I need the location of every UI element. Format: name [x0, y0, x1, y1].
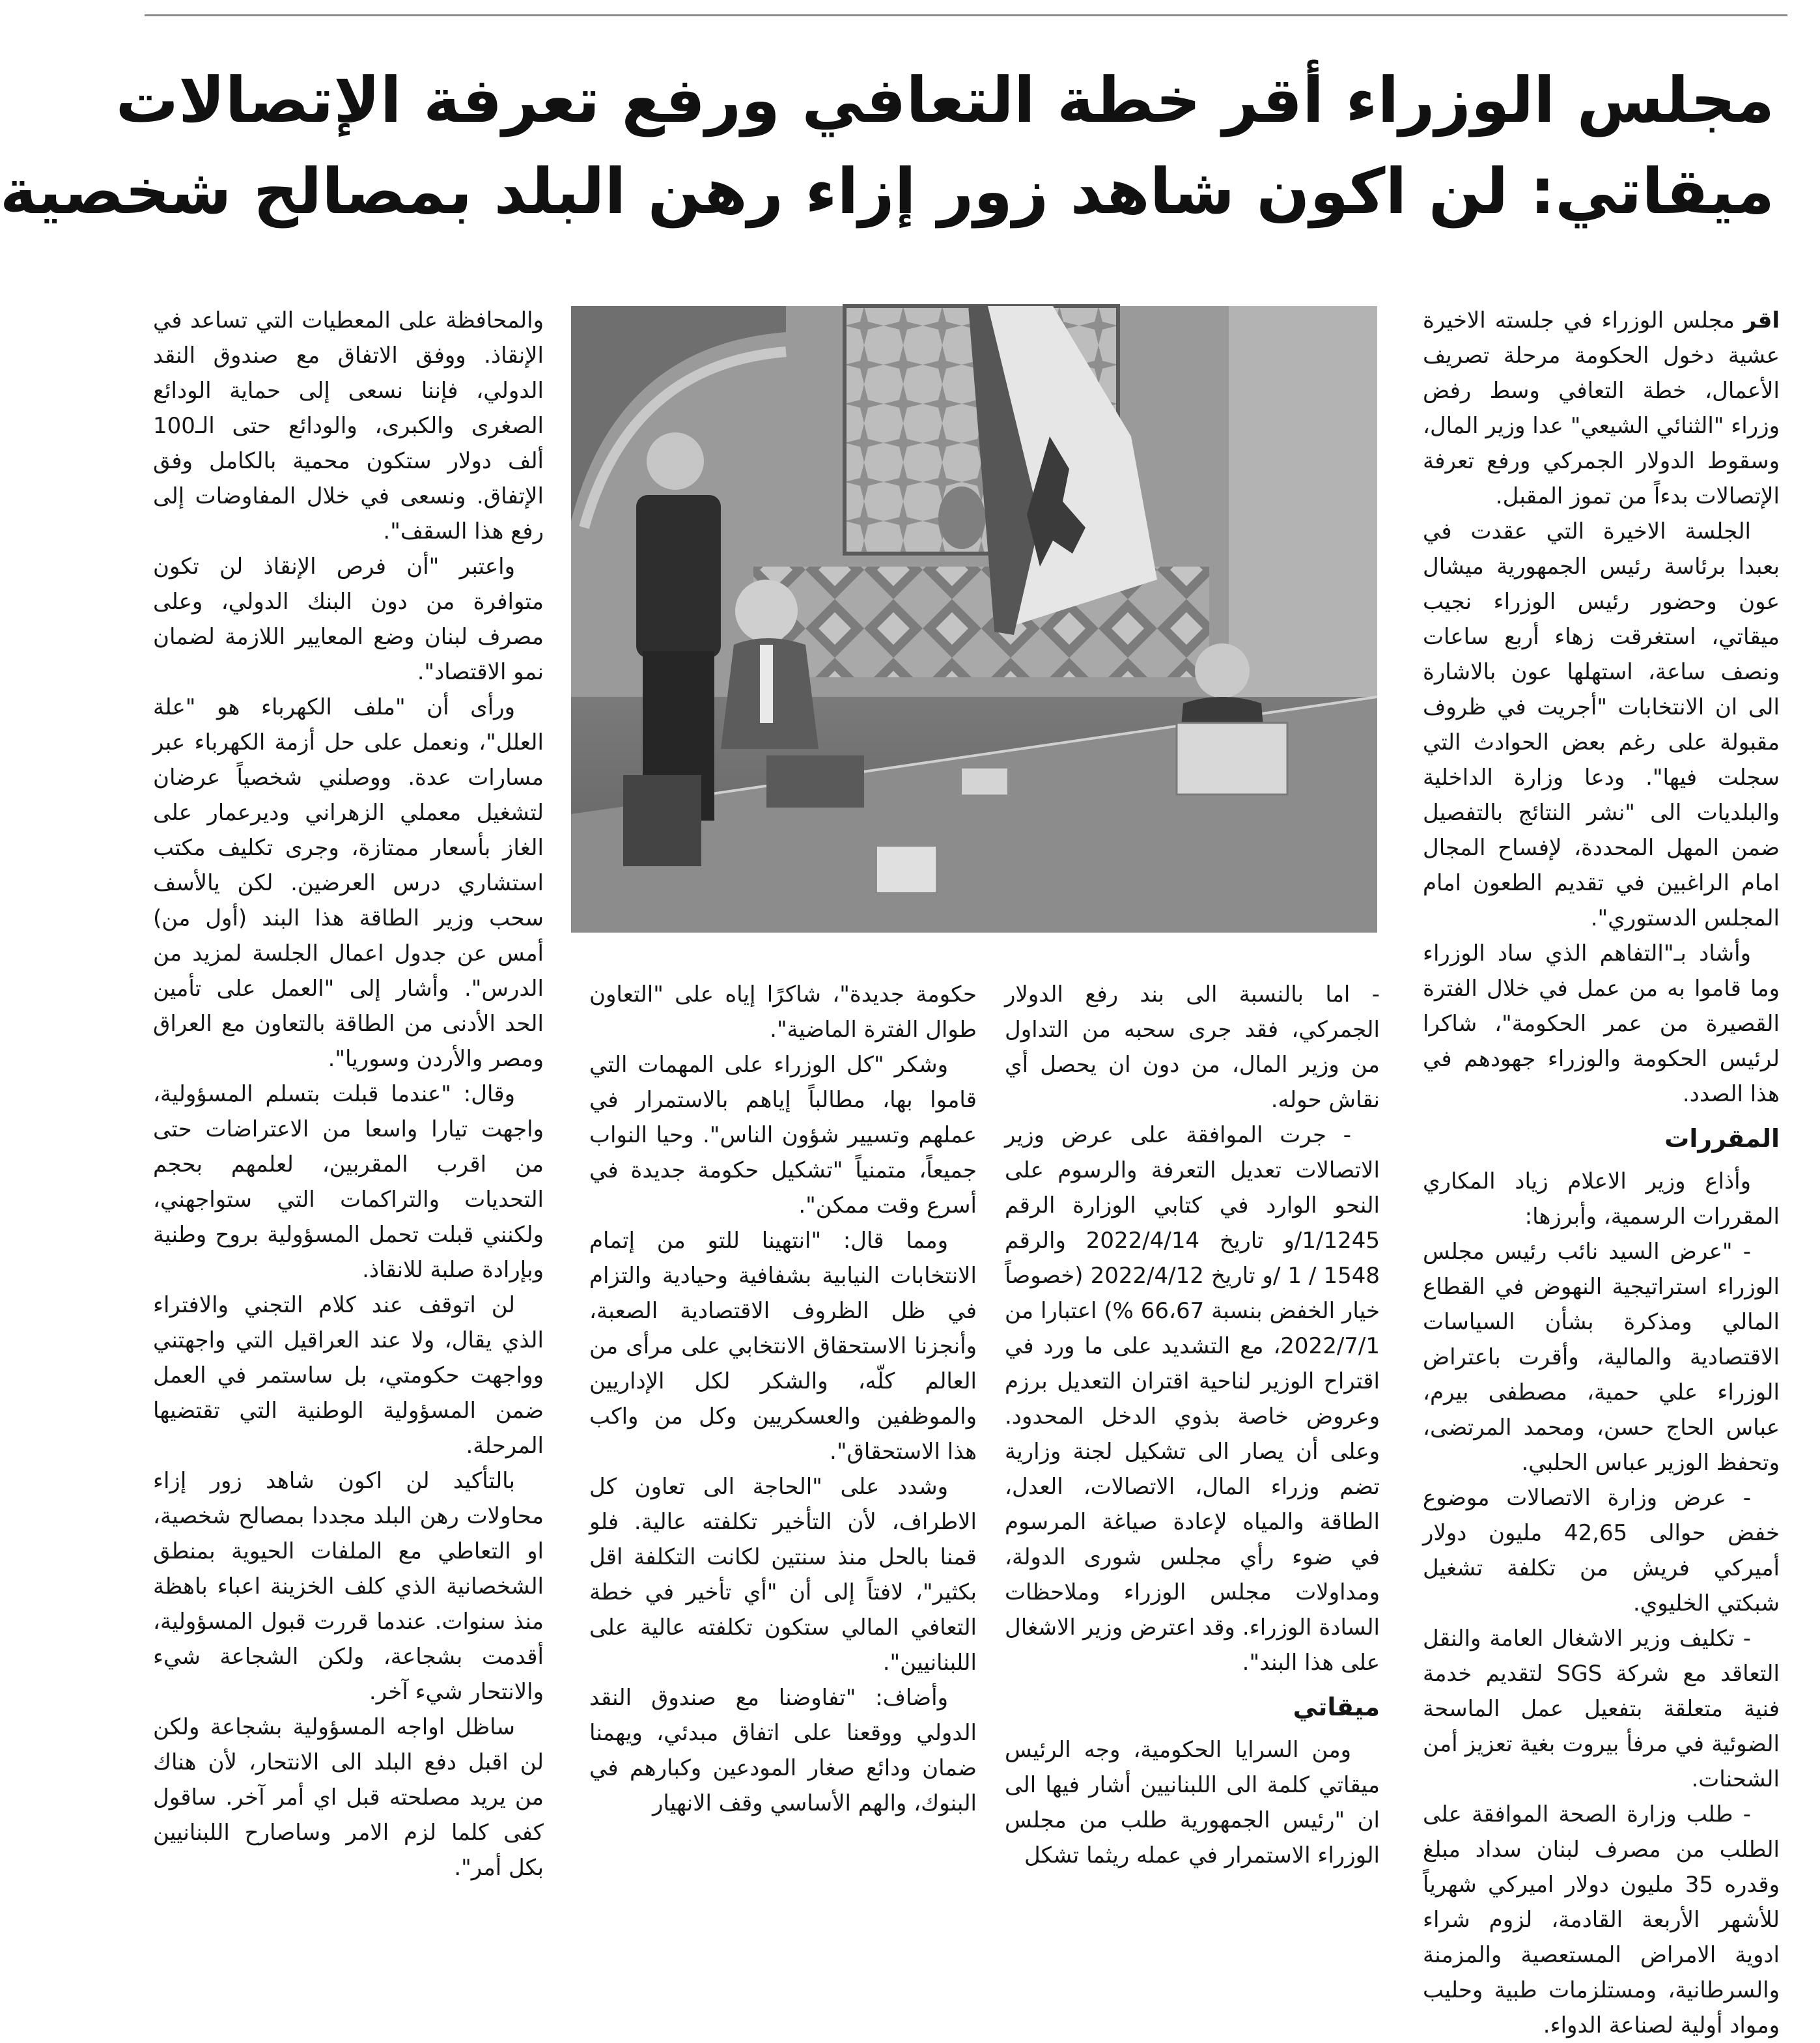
subheading-mikati: ميقاتي: [1293, 1693, 1380, 1721]
article-paragraph: - "عرض السيد نائب رئيس مجلس الوزراء استراتيجية النهوض في القطاع المالي ومذكرة بشأن السياسات الاقتصادية والمالية، وأقرت باعتراض الوزراء علي حمية، مصطفى بيرم، عباس الحاج حسن، ومحمد المرتضى، وتحفظ الوزير عباس الحلبي.: [1423, 1239, 1780, 1476]
article-paragraph: [1423, 936, 1780, 1112]
article-paragraph: وأضاف: "تفاوضنا مع صندوق النقد الدولي ووقعنا على اتفاق مبدئي، ويهمنا ضمان ودائع صغار المودعين وكبارهم في البنوك، والهم الأساسي وقف الانهيار: [589, 1685, 977, 1816]
article-paragraph: وشدد على "الحاجة الى تعاون كل الاطراف، لأن التأخير تكلفته عالية. فلو قمنا بالحل منذ سنتين لكانت التكلفة اقل بكثير"، لافتاً إلى أن "أي تأخير في خطة التعافي المالي ستكون تكلفته عالية على اللبنانيين".: [589, 1474, 977, 1676]
article-column-right: [1423, 303, 1780, 2038]
article-paragraph: ومن السرايا الحكومية، وجه الرئيس ميقاتي كلمة الى اللبنانيين أشار فيها الى ان "رئيس الجمهورية طلب من مجلس الوزراء الاستمرار في عمله ريثما تشكل: [1005, 1737, 1380, 1868]
article-paragraph: - اما بالنسبة الى بند رفع الدولار الجمركي، فقد جرى سحبه من التداول من وزير المال، من دون ان يحصل أي نقاش حوله.: [1005, 981, 1380, 1113]
subheading-decisions: المقررات: [1664, 1124, 1780, 1153]
article-paragraph: - طلب وزارة الصحة الموافقة على الطلب من مصرف لبنان سداد مبلغ وقدره 35 مليون دولار اميركي شهرياً للأشهر الأربعة القادمة، لزوم شراء ادوية الامراض المستعصية والمزمنة والسرطانية، ومستلزمات طبية وحليب ومواد أولية لصناعة الدواء.: [1423, 1801, 1780, 2038]
top-divider-rule: [145, 14, 1787, 16]
article-paragraph: - عرض وزارة الاتصالات موضوع خفض حوالى 42,65 مليون دولار أميركي فريش من تكلفة تشغيل شبكتي الخليوي.: [1423, 1485, 1780, 1616]
article-paragraph: ورأى أن "ملف الكهرباء هو "علة العلل"، ونعمل على حل أزمة الكهرباء عبر مسارات عدة. ووصلني شخصياً عرضان لتشغيل معملي الزهراني وديرعمار على الغاز بأسعار ممتازة، وجرى تكليف مكتب استشاري درس العرضين. لكن يالأسف سحب وزير الطاقة هذا البند (أول من) أمس عن جدول اعمال الجلسة لمزيد من الدرس". وأشار إلى "العمل على تأمين الحد الأدنى من الطاقة بالتعاون مع العراق ومصر والأردن وسوريا".: [153, 694, 544, 1072]
article-paragraph: بالتأكيد لن اكون شاهد زور إزاء محاولات رهن البلد مجددا بمصالح شخصية، او التعاطي مع الملفات الحيوية بمنطق الشخصانية الذي كلف الخزينة اعباء باهظة منذ سنوات. عندما قررت قبول المسؤولية، أقدمت بشجاعة، ولكن الشجاعة شيء والانتحار شيء آخر.: [153, 1468, 544, 1705]
article-paragraph: [1423, 303, 1780, 514]
article-paragraph: حكومة جديدة"، شاكرًا إياه على "التعاون طوال الفترة الماضية".: [589, 981, 977, 1043]
article-paragraph: والمحافظة على المعطيات التي تساعد في الإنقاذ. ووفق الاتفاق مع صندوق النقد الدولي، فإننا نسعى إلى حماية الودائع الصغرى والكبرى، والودائع حتى الـ100 ألف دولار ستكون محمية بالكامل وفق الإتفاق. ونسعى في خلال المفاوضات إلى رفع هذا السقف".: [153, 307, 544, 544]
article-column-mid-left: [589, 977, 977, 1820]
article-paragraph: وأذاع وزير الاعلام زياد المكاري المقررات الرسمية، وأبرزها:: [1423, 1168, 1780, 1230]
cabinet-meeting-photo: [571, 306, 1377, 933]
article-paragraph: [1423, 514, 1780, 936]
article-paragraph: لن اتوقف عند كلام التجني والافتراء الذي يقال، ولا عند العراقيل التي واجهتني وواجهت حكومتي، بل ساستمر في العمل ضمن المسؤولية الوطنية التي تقتضيها المرحلة.: [153, 1292, 544, 1459]
lead-word: اقر: [1743, 307, 1780, 333]
article-paragraph: - تكليف وزير الاشغال العامة والنقل التعاقد مع شركة SGS لتقديم خدمة فنية متعلقة بتفعيل عمل الماسحة الضوئية في مرفأ بيروت بغية تعزيز أمن الشحنات.: [1423, 1626, 1780, 1792]
article-paragraph: وشكر "كل الوزراء على المهمات التي قاموا بها، مطالباً إياهم بالاستمرار في عملهم وتسيير شؤون الناس". وحيا النواب جميعاً، متمنياً "تشكيل حكومة جديدة في أسرع وقت ممكن".: [589, 1052, 977, 1219]
headline-sub: ميقاتي: لن اكون شاهد زور إزاء رهن البلد بمصالح شخصية: [0, 155, 1774, 228]
paragraph-text: مجلس الوزراء في جلسته الاخيرة عشية دخول الحكومة مرحلة تصريف الأعمال، خطة التعافي وسط رفض وزراء "الثنائي الشيعي" عدا وزير المال، وسقوط الدولار الجمركي ورفع تعرفة الإتصالات بدءاً من تموز المقبل.: [1423, 307, 1780, 509]
paragraph-text: الجلسة الاخيرة التي عقدت في بعبدا برئاسة رئيس الجمهورية ميشال عون وحضور رئيس الوزراء نجيب ميقاتي، استغرقت زهاء أربع ساعات ونصف ساعة، استهلها عون بالاشارة الى ان الانتخابات "أجريت في ظروف مقبولة على رغم بعض الحوادث التي سجلت فيها". ودعا وزارة الداخلية والبلديات الى "نشر النتائج بالتفصيل ضمن المهل المحددة، لإفساح المجال امام الراغبين في تقديم الطعون امام المجلس الدستوري".: [1423, 518, 1780, 931]
headline-main: مجلس الوزراء أقر خطة التعافي ورفع تعرفة الإتصالات: [115, 64, 1774, 137]
article-column-left: [153, 303, 544, 1881]
article-paragraph: واعتبر "أن فرص الإنقاذ لن تكون متوافرة من دون البنك الدولي، وعلى مصرف لبنان وضع المعايير اللازمة لضمان نمو الاقتصاد".: [153, 554, 544, 685]
photo-illustration: [571, 306, 1377, 933]
article-column-mid-right: [1005, 977, 1380, 1868]
article-paragraph: وقال: "عندما قبلت بتسلم المسؤولية، واجهت تيارا واسعا من الاعتراضات حتى من اقرب المقربين، لعلمهم بحجم التحديات والتراكمات التي ستواجهني، ولكنني قبلت تحمل المسؤولية بروح وطنية وبإرادة صلبة للانقاذ.: [153, 1081, 544, 1283]
article-paragraph: ومما قال: "انتهينا للتو من إتمام الانتخابات النيابية بشفافية وحيادية والتزام في ظل الظروف الاقتصادية الصعبة، وأنجزنا الاستحقاق الانتخابي على مرأى من العالم كلّه، والشكر لكل الإداريين والموظفين والعسكريين وكل من واكب هذا الاستحقاق".: [589, 1228, 977, 1465]
paragraph-text: وأشاد بـ"التفاهم الذي ساد الوزراء وما قاموا به من عمل في خلال الفترة القصيرة من عمر الحكومة"، شاكرا لرئيس الحكومة والوزراء جهودهم في هذا الصدد.: [1423, 940, 1780, 1107]
article-paragraph: ساظل اواجه المسؤولية بشجاعة ولكن لن اقبل دفع البلد الى الانتحار، لأن هناك من يريد مصلحته قبل اي أمر آخر. ساقول كفى كلما لزم الامر وساصارح اللبنانيين بكل أمر".: [153, 1714, 544, 1881]
article-paragraph: - جرت الموافقة على عرض وزير الاتصالات تعديل التعرفة والرسوم على النحو الوارد في كتابي الوزارة الرقم 1/1245/و تاريخ 2022/4/14 والرقم 1548 / 1 /و تاريخ 2022/4/12 (خصوصاً خيار الخفض بنسبة 66،67 %) اعتبارا من 2022/7/1، مع التشديد على ما ورد في اقتراح الوزير لناحية اقتران التعديل برزم وعروض خاصة بذوي الدخل المحدود. وعلى أن يصار الى تشكيل لجنة وزارية تضم وزراء المال، الاتصالات، العدل، الطاقة والمياه لإعادة صياغة المرسوم في ضوء رأي مجلس شورى الدولة، ومداولات مجلس الوزراء وملاحظات السادة الوزراء. وقد اعترض وزير الاشغال على هذا البند".: [1005, 1122, 1380, 1676]
